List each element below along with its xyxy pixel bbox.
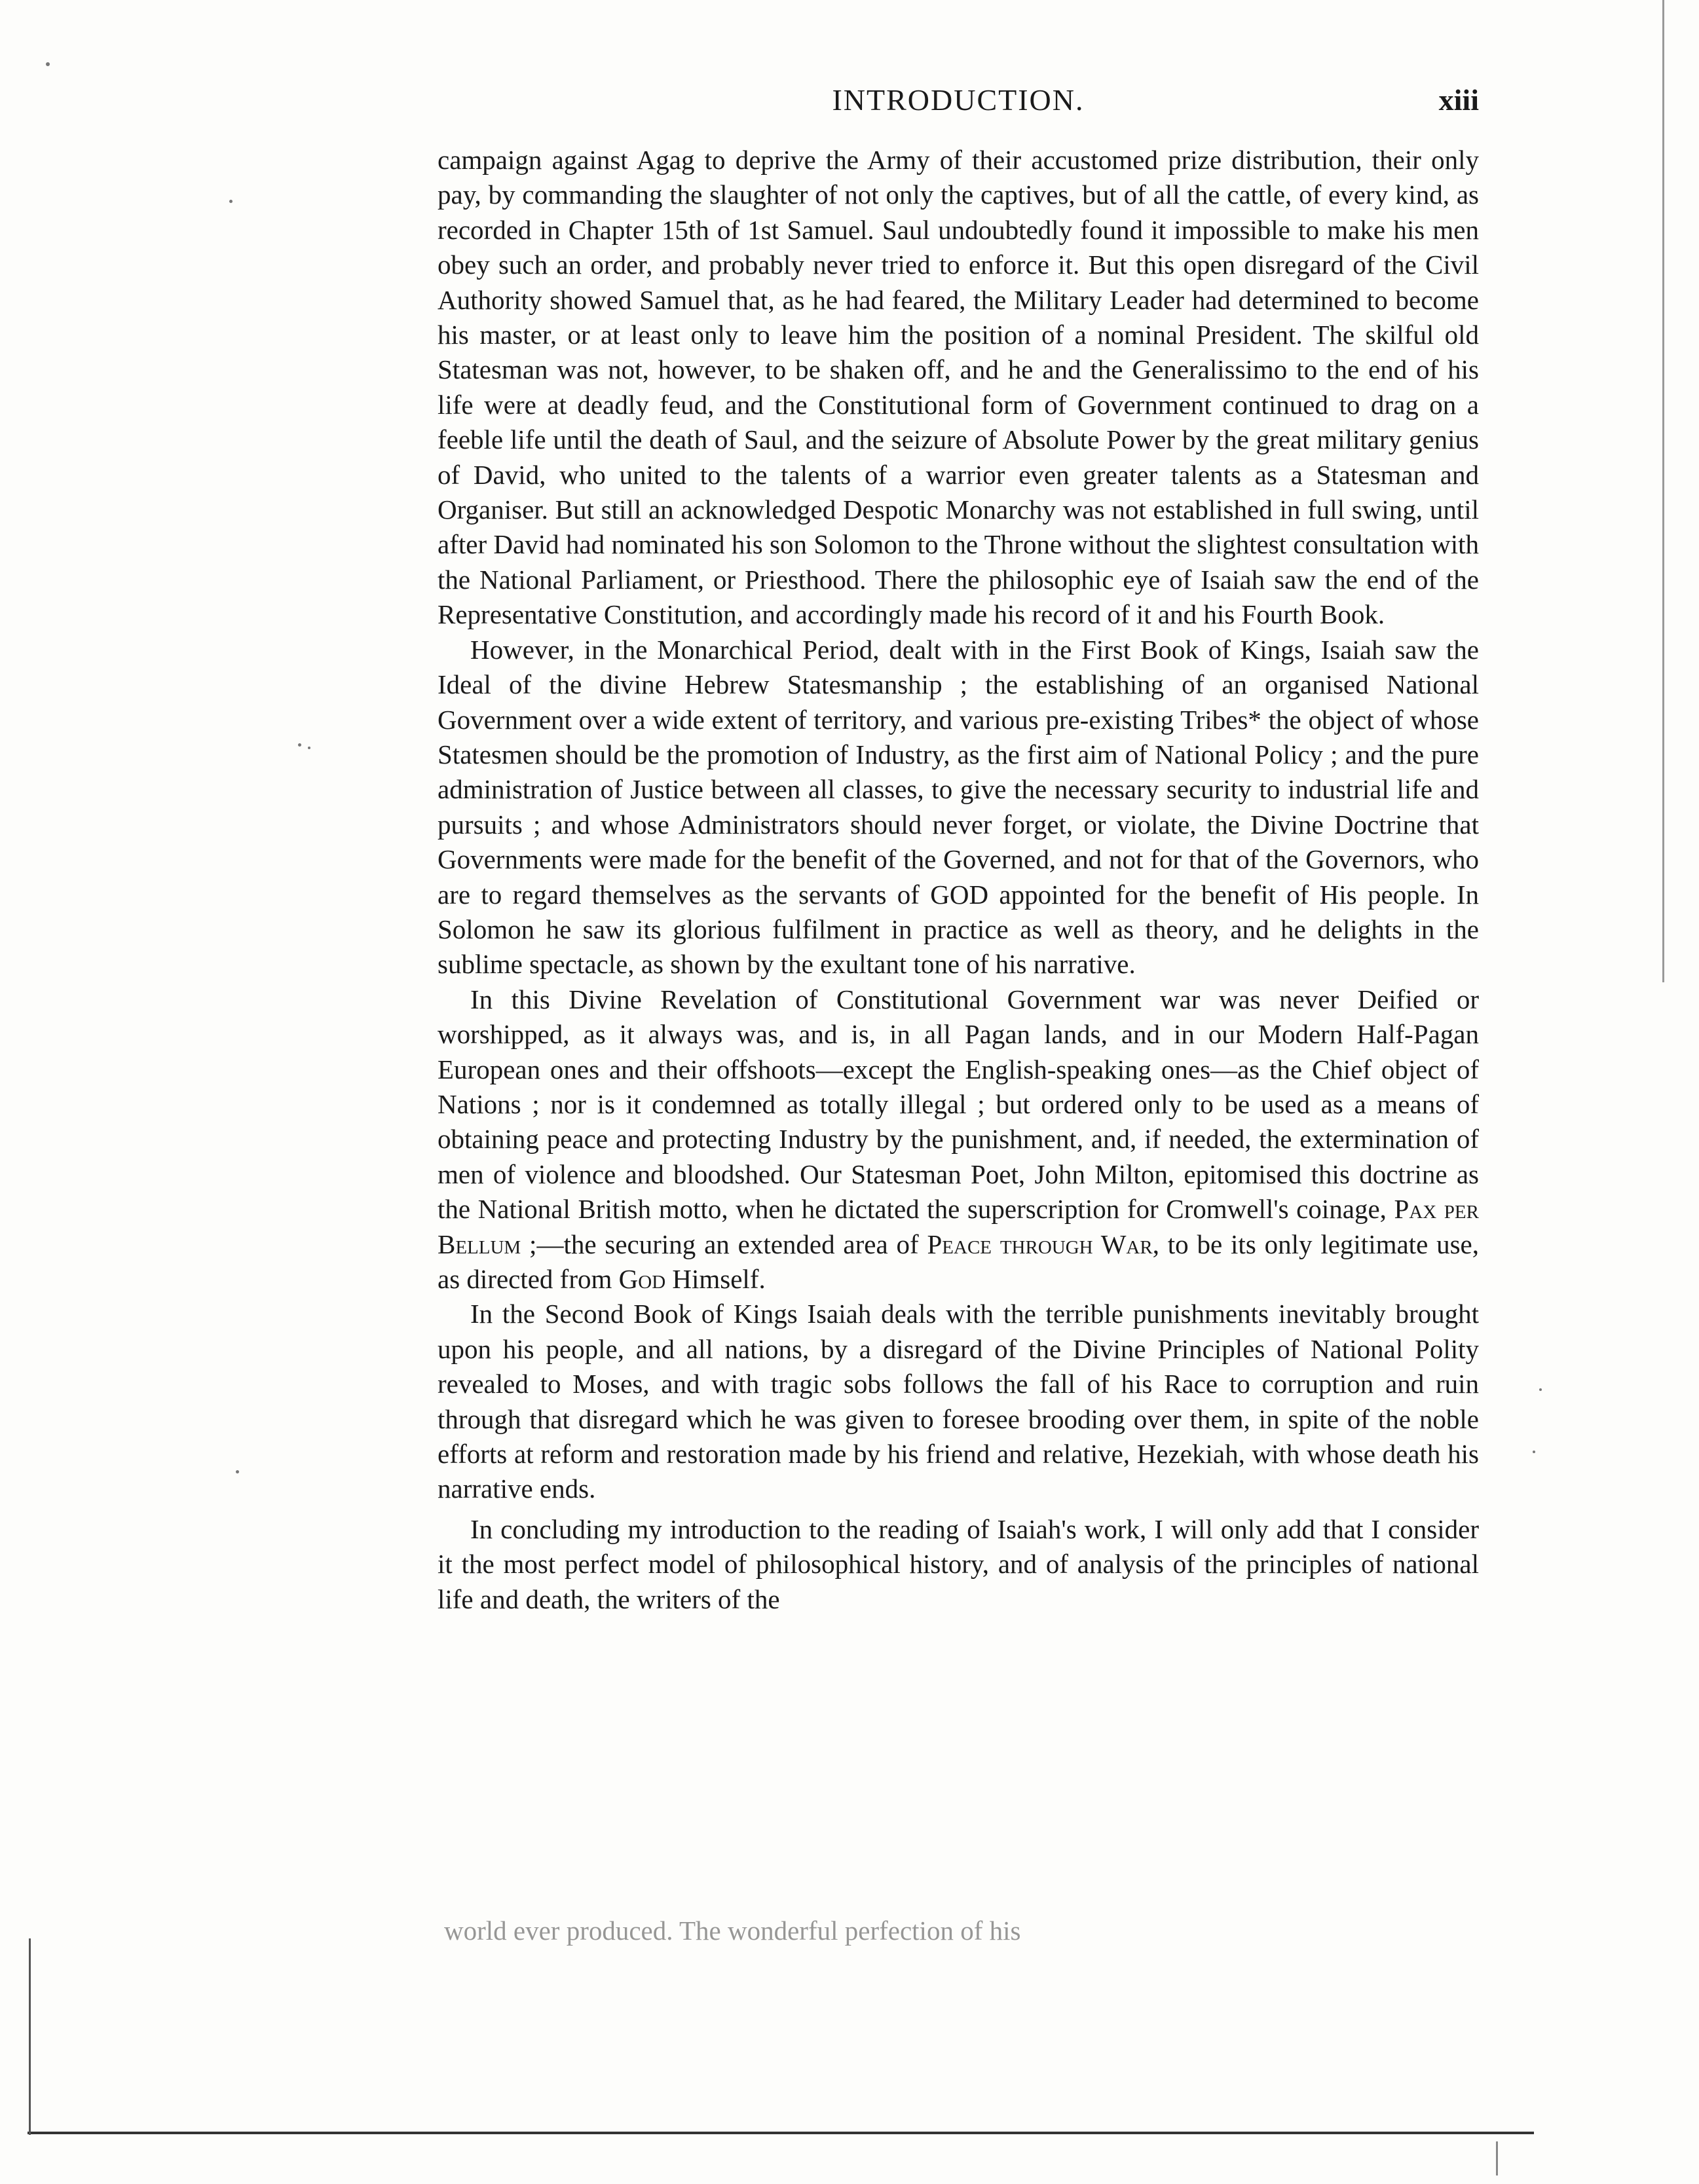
- cut-off-line-text: world ever produced. The wonderful perfection of his: [444, 1916, 1021, 1946]
- paragraph-3-text-d: Himself.: [665, 1264, 766, 1294]
- bottom-tick-mark: [1496, 2141, 1498, 2175]
- scan-speck: [298, 743, 301, 747]
- scan-speck: [1533, 1451, 1535, 1453]
- paragraph-3-text-c: , to be its only legitimate use, as directed from: [438, 1229, 1480, 1294]
- running-title: INTRODUCTION.: [832, 83, 1085, 117]
- paragraph-3-text-a: In this Divine Revelation of Constitutional Government war was never Deified or worshipped, as it always was, and is, in all Pagan lands, and in our Modern Half-Pagan European ones and their offshoots—except the English-speaking ones—as the Chief object of Nations ; nor is it condemned as totally illegal ; but ordered only to be used as a means of obtaining peace and protecting Industry by the punishment, and, if needed, the extermination of men of violence and bloodshed. Our Statesman Poet, John Milton, epitomised this doctrine as the National British motto, when he dictated the superscription for Cromwell's coinage,: [438, 984, 1479, 1225]
- scan-speck: [236, 1470, 239, 1473]
- scan-speck: [229, 200, 233, 203]
- paragraph-3-text-b: ;—the securing an extended area of: [521, 1229, 927, 1259]
- paragraph-5: In concluding my introduction to the reading of Isaiah's work, I will only add that I consider it the most perfect model of philosophical history, and of analysis of the principles of national life and death, the writers of the: [438, 1513, 1479, 1614]
- paragraph-3: [438, 982, 1479, 1297]
- motto-peace-through-war: Peace through War: [927, 1229, 1153, 1259]
- body-text: [438, 143, 1479, 1617]
- scan-speck: [308, 747, 310, 749]
- cut-off-line: [444, 1916, 1466, 1946]
- paragraph-2: However, in the Monarchical Period, dealt with in the First Book of Kings, Isaiah saw the Ideal of the divine Hebrew Statesmanship ; the establishing of an organised National Government over a wide extent of territory, and various pre-existing Tribes* the object of whose Statesmen should be the promotion of Industry, as the first aim of National Policy ; and the pure administration of Justice between all classes, to give the necessary security to industrial life and pursuits ; and whose Administrators should never forget, or violate, the Divine Doctrine that Governments were made for the benefit of the Governed, and not for that of the Governors, who are to regard themselves as the servants of GOD appointed for the benefit of His people. In Solomon he saw its glorious fulfilment in practice as well as theory, and he delights in the sublime spectacle, as shown by the exultant tone of his narrative.: [438, 634, 1479, 980]
- scan-speck: [1539, 1388, 1542, 1391]
- bottom-rule: [28, 2132, 1534, 2134]
- paragraph-4: In the Second Book of Kings Isaiah deals with the terrible punishments inevitably brought upon his people, and all nations, by a disregard of the Divine Principles of National Polity revealed to Moses, and with tragic sobs follows the fall of his Race to corruption and ruin through that disregard which he was given to foresee brooding over them, in spite of the noble efforts at reform and restoration made by his friend and relative, Hezekiah, with whose death his narrative ends.: [438, 1299, 1479, 1504]
- paragraph-1: campaign against Agag to deprive the Army of their accustomed prize distribution, their only pay, by commanding the slaughter of not only the captives, but of all the cattle, of every kind, as recorded in Chapter 15th of 1st Samuel. Saul undoubtedly found it impossible to make his men obey such an order, and probably never tried to enforce it. But this open disregard of the Civil Authority showed Samuel that, as he had feared, the Military Leader had determined to become his master, or at least only to leave him the position of a nominal President. The skilful old Statesman was not, however, to be shaken off, and he and the Generalissimo to the end of his life were at deadly feud, and the Constitutional form of Government continued to drag on a feeble life until the death of Saul, and the seizure of Absolute Power by the great military genius of David, who united to the talents of a warrior even greater talents as a Statesman and Organiser. But still an acknowledged Despotic Monarchy was not established in full swing, until after David had nominated his son Solomon to the Throne without the slightest consultation with the National Parliament, or Priesthood. There the philosophic eye of Isaiah saw the end of the Representative Constitution, and accordingly made his record of it and his Fourth Book.: [438, 145, 1479, 630]
- scan-speck: [46, 62, 50, 66]
- right-edge-rule: [1662, 0, 1664, 982]
- motto-pax-per-bellum: Pax per Bellum: [438, 1194, 1479, 1259]
- left-rule: [29, 1938, 31, 2135]
- god-word: God: [618, 1264, 666, 1294]
- running-header: [438, 77, 1479, 123]
- page-number: xiii: [1438, 83, 1479, 117]
